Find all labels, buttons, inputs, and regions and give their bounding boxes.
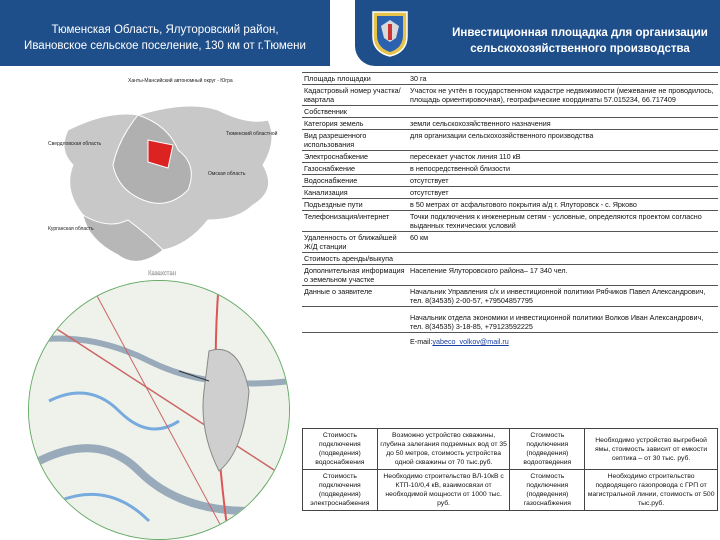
info-value: Точки подключения к инженерным сетям - условные, определяются проектом согласно выданных технических условий [408,211,718,232]
region-label-kurgan: Курганская область [48,226,94,232]
info-row [302,175,718,187]
region-label-yugra: Ханты-Мансийский автономный округ - Югра [128,78,233,84]
info-key: Дополнительная информация о земельном участке [302,265,408,286]
info-key: Подъездные пути [302,199,408,211]
region-label-kazakhstan: Казахстан [148,271,177,277]
cost-cell-label: Стоимость подключения (подведения) водоснабжения [303,429,378,470]
info-row [302,118,718,130]
info-row [302,286,718,307]
info-key: Собственник [302,106,408,118]
email-link[interactable]: yabeco_volkov@mail.ru [432,337,509,346]
region-label-omsk: Омская область [208,171,246,177]
region-label-sverdlovsk: Свердловская область [48,141,102,147]
info-row [302,253,718,265]
page-title [450,25,710,57]
info-key [302,333,408,348]
title-line-1: Инвестиционная площадка для организации [452,27,708,39]
info-row [302,333,718,348]
email-line [408,333,718,348]
info-value: отсутствует [408,175,718,187]
info-key: Электроснабжение [302,151,408,163]
info-key: Вид разрешенного использования [302,130,408,151]
site-map [28,280,290,540]
info-row [302,187,718,199]
applicant-2: Начальник отдела экономики и инвестиционной политики Волков Иван Александрович, тел. 8(34535) 3-18-85, +79123592225 [408,307,718,333]
region-label-tyumen: Тюменский областной [226,131,278,137]
cost-row [303,470,718,511]
info-value [408,253,718,265]
info-value: в непосредственной близости [408,163,718,175]
info-row [302,73,718,85]
coat-of-arms-icon [369,8,411,58]
info-value: Начальник Управления с/х и инвестиционной политики Рябчиков Павел Александрович, тел. 8(34535) 2-00-57, +79504857795 [408,286,718,307]
cost-cell-desc2: Необходимо строительство подводящего газопровода с ГРП от магистральной линии, стоимость от 500 тыс.руб. [585,470,718,511]
info-row [302,85,718,106]
info-value: 60 км [408,232,718,253]
title-line-2: сельскохозяйственного производства [470,43,690,55]
cost-cell-desc: Возможно устройство скважины, глубина залегания подземных вод от 35 до 50 метров, стоимость устройства одной скважины от 70 тыс.руб. [377,429,510,470]
email-label: E-mail: [410,337,433,346]
info-row [302,199,718,211]
info-row [302,163,718,175]
cost-cell-desc: Необходимо строительство ВЛ-10кВ с КТП-10/0,4 кВ, взаимосвязи от необходимой мощности от 1000 тыс. руб. [377,470,510,511]
cost-table [302,428,718,511]
info-value: Участок не учтён в государственном кадастре недвижимости (межевание не проводилось, площадь ориентировочная), географические координаты 57.015234, 66.717409 [408,85,718,106]
info-value: Население Ялуторовского района– 17 340 чел. [408,265,718,286]
cost-cell-label2: Стоимость подключения (подведения) газоснабжения [510,470,585,511]
info-row [302,106,718,118]
cost-row [303,429,718,470]
location-line-2: Ивановское сельское поселение, 130 км от г.Тюмени [24,40,306,52]
info-value: 30 га [408,73,718,85]
info-row [302,151,718,163]
info-key: Площадь площадки [302,73,408,85]
info-row [302,307,718,333]
title-header [355,0,720,66]
cost-cell-label2: Стоимость подключения (подведения) водоотведения [510,429,585,470]
cost-cell-desc2: Необходимо устройство выгребной ямы, стоимость зависит от емкости септика – от 30 тыс. руб. [585,429,718,470]
info-key: Газоснабжение [302,163,408,175]
info-value: в 50 метрах от асфальтового покрытия а/д г. Ялуторовск - с. Ярково [408,199,718,211]
info-key [302,307,408,333]
info-key: Кадастровый номер участка/квартала [302,85,408,106]
info-key: Удаленность от ближайшей Ж/Д станции [302,232,408,253]
cost-cell-label: Стоимость подключения (подведения) электроснабжения [303,470,378,511]
info-row [302,130,718,151]
info-value: для организации сельскохозяйственного производства [408,130,718,151]
location-header [0,0,330,66]
info-row [302,232,718,253]
info-value: отсутствует [408,187,718,199]
info-table [302,72,718,347]
info-key: Данные о заявителе [302,286,408,307]
info-key: Стоимость аренды/выкупа [302,253,408,265]
location-line-1: Тюменская Область, Ялуторовский район, [51,24,279,36]
info-key: Категория земель [302,118,408,130]
info-key: Телефонизация/интернет [302,211,408,232]
info-value [408,106,718,118]
region-map [48,70,298,280]
info-key: Водоснабжение [302,175,408,187]
info-key: Канализация [302,187,408,199]
info-value: пересекает участок линия 110 кВ [408,151,718,163]
info-row [302,211,718,232]
info-row [302,265,718,286]
site-map-drawing [29,281,290,540]
info-value: земли сельскохозяйственного назначения [408,118,718,130]
